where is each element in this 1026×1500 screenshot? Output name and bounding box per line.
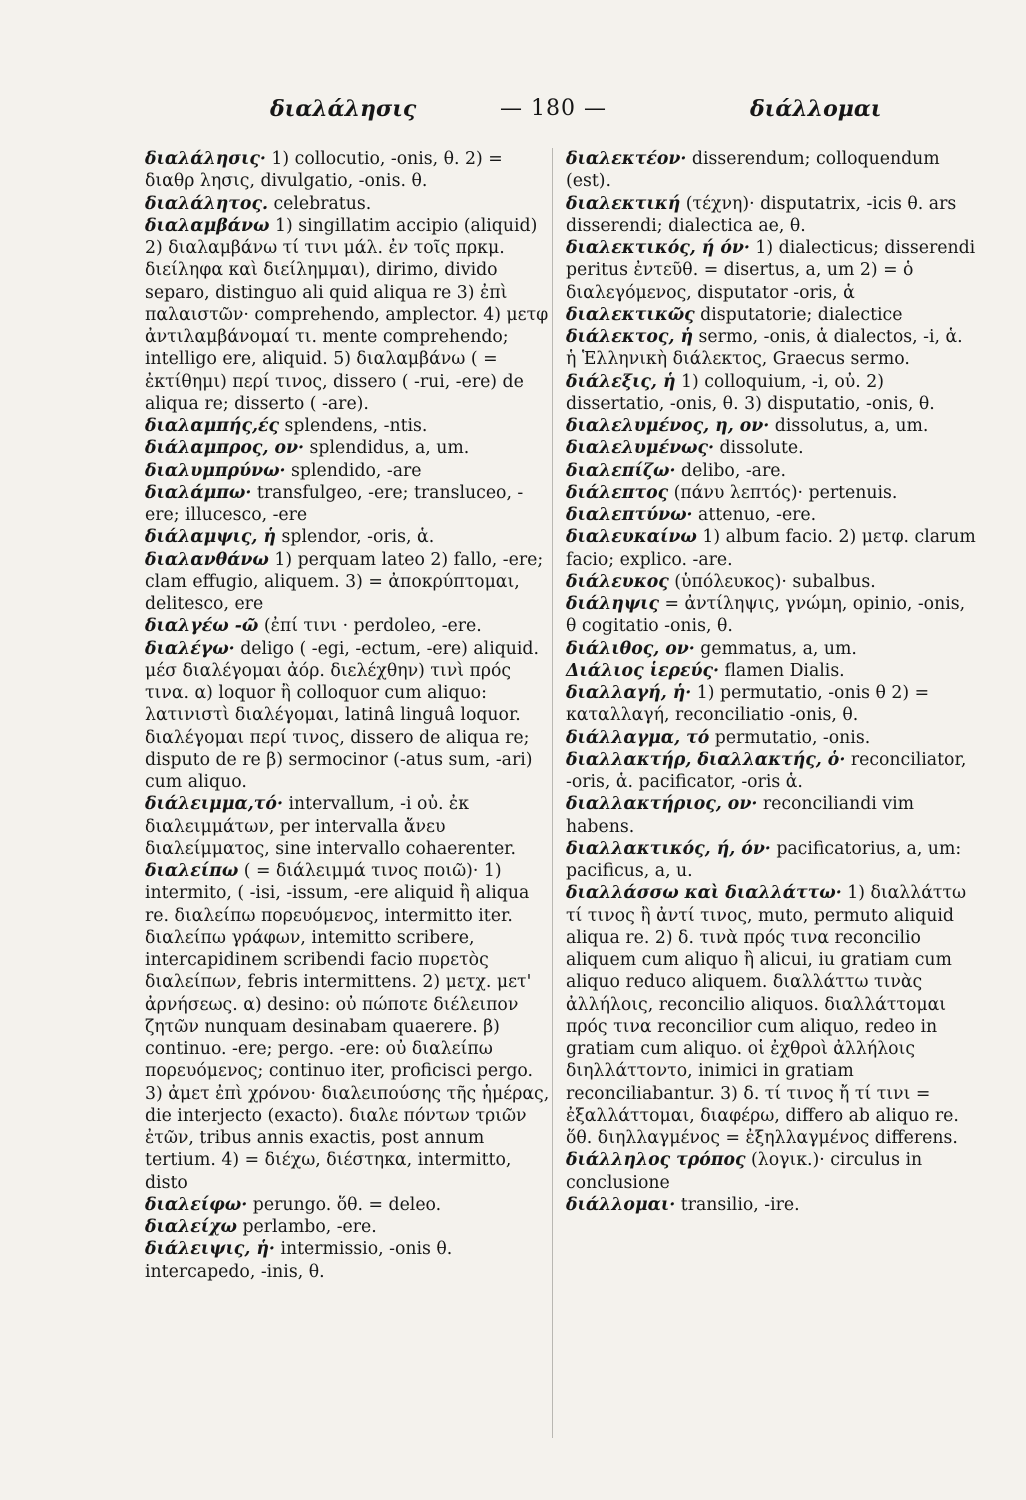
definition: = ἀντίληψις, γνώμη, opinio, -onis, θ cogitatio -onis, θ. [566, 594, 966, 637]
dictionary-entry [566, 1194, 976, 1216]
definition: (λογικ.)· circulus in conclusione [566, 1150, 923, 1193]
definition: dissolute. [714, 438, 804, 459]
dictionary-entry [566, 193, 976, 238]
headword: διαλλάσσω καὶ διαλλάττω· [566, 883, 842, 904]
dictionary-entry [566, 504, 976, 526]
dictionary-entry [566, 838, 976, 883]
definition: pacificatorius, a, um: pacificus, a, u. [566, 838, 962, 881]
headword: διαλευκαίνω [566, 527, 697, 548]
definition: 1) album facio. 2) μετφ. clarum facio; explico. -are. [566, 527, 976, 570]
left-column [145, 148, 555, 1283]
guide-word-right: διάλλομαι [750, 96, 882, 122]
dictionary-entry [566, 682, 976, 727]
definition: splendido, -are [285, 460, 422, 481]
headword: διαλαμπής,ές [145, 416, 280, 436]
dictionary-entry [566, 882, 976, 1149]
definition: splendidus, a, um. [304, 438, 470, 459]
headword: διάλεκτος, ἡ [566, 327, 694, 347]
dictionary-entry [145, 1238, 555, 1283]
headword: διάλιθος, ον· [566, 638, 695, 659]
headword: διαλεπτύνω· [566, 505, 693, 525]
dictionary-entry [145, 549, 555, 616]
headword: διαλανθάνω [145, 549, 269, 570]
dictionary-entry [566, 727, 976, 749]
dictionary-entry [566, 371, 976, 416]
dictionary-entry [566, 660, 976, 682]
headword: διαλείφω· [145, 1194, 248, 1215]
dictionary-entry [145, 215, 555, 415]
headword: διάλλομαι· [566, 1194, 676, 1215]
dictionary-entry [566, 437, 976, 459]
headword: διάλειμμα,τό· [145, 794, 283, 815]
dictionary-entry [566, 326, 976, 371]
definition: perlambo, -ere. [237, 1217, 377, 1237]
dictionary-entry [145, 526, 555, 548]
definition: disputatorie; dialectice [694, 304, 903, 325]
headword: διαλλαγή, ἡ· [566, 683, 692, 703]
dictionary-entry [145, 148, 555, 193]
dictionary-entry [145, 793, 555, 860]
headword: διαλεκτικός, ή όν· [566, 238, 750, 258]
right-column [566, 148, 976, 1216]
definition: splendor, -oris, ἁ. [276, 527, 435, 548]
dictionary-entry [566, 593, 976, 638]
definition: intervallum, -i οὐ. ἐκ διαλειμμάτων, per intervalla ἄνευ διαλείμματος, sine intervallo cohaerenter. [145, 794, 517, 859]
dictionary-entry [145, 1216, 555, 1238]
definition: (πάνυ λεπτός)· pertenuis. [668, 482, 898, 503]
dictionary-entry [566, 526, 976, 571]
definition: transilio, -ire. [675, 1194, 800, 1215]
dictionary-entry [145, 1194, 555, 1216]
headword: διάλαμπρος, ον· [145, 438, 305, 459]
headword: διαλεκτικῶς [566, 304, 695, 325]
definition: transfulgeo, -ere; transluceo, -ere; illucesco, -ere [145, 482, 524, 525]
column-divider [552, 148, 553, 1438]
definition: 1) dialecticus; disserendi peritus ἐντεῦθ. = disertus, a, um 2) = ὁ διαλεγόμενος, disputator -oris, ἁ [566, 238, 976, 303]
definition: 1) colloquium, -i, οὐ. 2) dissertatio, -onis, θ. 3) disputatio, -onis, θ. [566, 371, 935, 414]
headword: διαλλακτικός, ή, όν· [566, 838, 771, 859]
definition: 1) διαλλάττω τί τινος ἢ ἀντί τινος, muto, permuto aliquid aliqua re. 2) δ. τινὰ πρός τινα reconcilio aliquem cum aliquo ἢ alicui, iu gratiam cum aliquo reduco aliquem. διαλλάττω τινὰς ἀλλήλοις, reconcilio aliquos. διαλλάττομαι πρός τινα reconcilior cum aliquo, redeo in gratiam cum aliquo. οἱ ἐχθροὶ ἀλλήλοις διηλλάττοντο, inimici in gratiam reconciliabantur. 3) δ. τί τινος ἤ τί τινι = ἐξαλλάττομαι, διαφέρω, differo ab aliquo re. ὅθ. διηλλαγμένος = ἐξηλλαγμένος differens. [566, 883, 967, 1148]
page-number: — 180 — [500, 96, 607, 121]
definition: 1) perquam lateo 2) fallo, -ere; clam effugio, aliquem. 3) = ἀποκρύπτομαι, delitesco, ere [145, 549, 544, 614]
definition: attenuo, -ere. [692, 505, 817, 525]
headword: διαλεπίζω· [566, 460, 676, 481]
headword: διάλεξις, ἡ [566, 371, 676, 392]
definition: 1) singillatim accipio (aliquid) 2) διαλαμβάνω τί τινι μάλ. ἐν τοῖς πρκμ. διείληφα καὶ διείλημμαι), dirimo, divido separo, distinguo ali quid aliqua re 3) ἐπὶ παλαιστῶν· comprehendo, amplector. 4) μετφ ἀντιλαμβάνομαί τι. mente comprehendo; intelligo ere, aliquid. 5) διαλαμβάνω ( = ἐκτίθημι) περί τινος, dissero ( -rui, -ere) de aliqua re; disserto ( -are). [145, 215, 549, 414]
dictionary-entry [145, 193, 555, 215]
dictionary-entry [566, 304, 976, 326]
headword: διαλάμπω· [145, 482, 252, 503]
headword: διάλευκος [566, 571, 669, 592]
headword: διαλγέω -ῶ [145, 616, 259, 637]
dictionary-entry [145, 860, 555, 1194]
headword: διαλάλησις· [145, 149, 266, 169]
headword: Διάλιος ἱερεύς· [566, 660, 720, 681]
headword: διαλελυμένως· [566, 438, 715, 459]
definition: (ὑπόλευκος)· subalbus. [668, 571, 876, 592]
dictionary-entry [566, 793, 976, 838]
dictionary-entry [566, 237, 976, 304]
headword: διαλεκτέον· [566, 149, 687, 169]
definition: disserendum; colloquendum (est). [566, 149, 940, 192]
headword: διαλεκτική [566, 193, 681, 214]
definition: dissolutus, a, um. [769, 416, 929, 436]
definition: delibo, -are. [675, 460, 786, 481]
headword: διαλλακτήρ, διαλλακτής, ὁ· [566, 749, 846, 770]
running-head [0, 96, 1026, 126]
definition: splendens, -ntis. [279, 416, 428, 436]
dictionary-entry [566, 571, 976, 593]
definition: 1) permutatio, -onis θ 2) = καταλλαγή, reconciliatio -onis, θ. [566, 683, 930, 726]
definition: permutatio, -onis. [709, 727, 871, 748]
dictionary-entry [566, 460, 976, 482]
guide-word-left: διαλάλησις [270, 96, 417, 122]
dictionary-entry [145, 615, 555, 637]
headword: διαλείχω [145, 1217, 237, 1237]
definition: 1) collocutio, -onis, θ. 2) = διαθρ λησις, divulgatio, -onis. θ. [145, 149, 503, 192]
headword: διαλείπω [145, 861, 239, 881]
headword: διάλαμψις, ἡ [145, 527, 277, 548]
headword: διαλάλητος. [145, 193, 268, 214]
definition: reconciliator, -oris, ἁ. pacificator, -oris ἁ. [566, 749, 967, 792]
dictionary-entry [145, 638, 555, 794]
headword: διαλυμπρύνω· [145, 460, 286, 481]
dictionary-entry [566, 749, 976, 794]
definition: celebratus. [267, 193, 372, 214]
definition: deligo ( -egi, -ectum, -ere) aliquid. μέσ διαλέγομαι ἀόρ. διελέχθην) τινὶ πρός τινα. α) loquor ἢ colloquor cum aliquo: λατινιστὶ διαλέγομαι, latinâ linguâ loquor. διαλέγομαι περί τινος, dissero de aliqua re; disputo de re β) sermocinor (-atus sum, -ari) cum aliquo. [145, 638, 539, 792]
headword: διαλαμβάνω [145, 215, 270, 236]
dictionary-entry [145, 437, 555, 459]
dictionary-entry [566, 482, 976, 504]
headword: διαλελυμένος, η, ον· [566, 416, 770, 436]
definition: reconciliandi vim habens. [566, 794, 914, 837]
definition: intermissio, -onis θ. intercapedo, -inis, θ. [145, 1239, 453, 1282]
definition: (τέχνη)· disputatrix, -icis θ. ars disserendi; dialectica ae, θ. [566, 193, 957, 236]
dictionary-entry [566, 638, 976, 660]
definition: ( = διάλειμμά τινος ποιῶ)· 1) intermito, ( -isi, -issum, -ere aliquid ἢ aliqua re. διαλείπω πορευόμενος, intermitto iter. διαλείπω γράφων, intemitto scribere, intercapidinem scribendi facio πυρετὸς διαλείπων, febris intermittens. 2) μετχ. μετ' ἀρνήσεως. α) desino: οὐ πώποτε διέλειπον ζητῶν nunquam desinabam quaerere. β) continuo. -ere; pergo. -ere: οὐ διαλείπω πορευόμενος; continuo iter, proficisci pergo. 3) ἀμετ ἐπὶ χρόνου· διαλειπούσης τῆς ἡμέρας, die interjecto (exacto). διαλε πόντων τριῶν ἐτῶν, tribus annis exactis, post annum tertium. 4) = διέχω, διέστηκα, intermitto, disto [145, 861, 550, 1193]
headword: διάλληλος τρόπος [566, 1150, 746, 1171]
definition: sermo, -onis, ἁ dialectos, -i, ἁ. ἡ Ἑλληνικὴ διάλεκτος, Graecus sermo. [566, 327, 963, 370]
definition: perungo. ὅθ. = deleo. [247, 1194, 442, 1215]
headword: διαλέγω· [145, 638, 235, 659]
definition: (ἐπί τινι · perdoleo, -ere. [258, 616, 482, 637]
dictionary-entry [566, 415, 976, 437]
headword: διάληψις [566, 594, 660, 614]
headword: διάλλαγμα, τό [566, 727, 710, 748]
definition: gemmatus, a, um. [694, 638, 857, 659]
dictionary-entry [566, 148, 976, 193]
headword: διάλειψις, ἡ· [145, 1239, 275, 1260]
dictionary-entry [566, 1149, 976, 1194]
dictionary-entry [145, 415, 555, 437]
dictionary-entry [145, 460, 555, 482]
definition: flamen Dialis. [719, 660, 845, 681]
headword: διαλλακτήριος, ον· [566, 794, 758, 815]
dictionary-entry [145, 482, 555, 527]
headword: διάλεπτος [566, 482, 669, 503]
